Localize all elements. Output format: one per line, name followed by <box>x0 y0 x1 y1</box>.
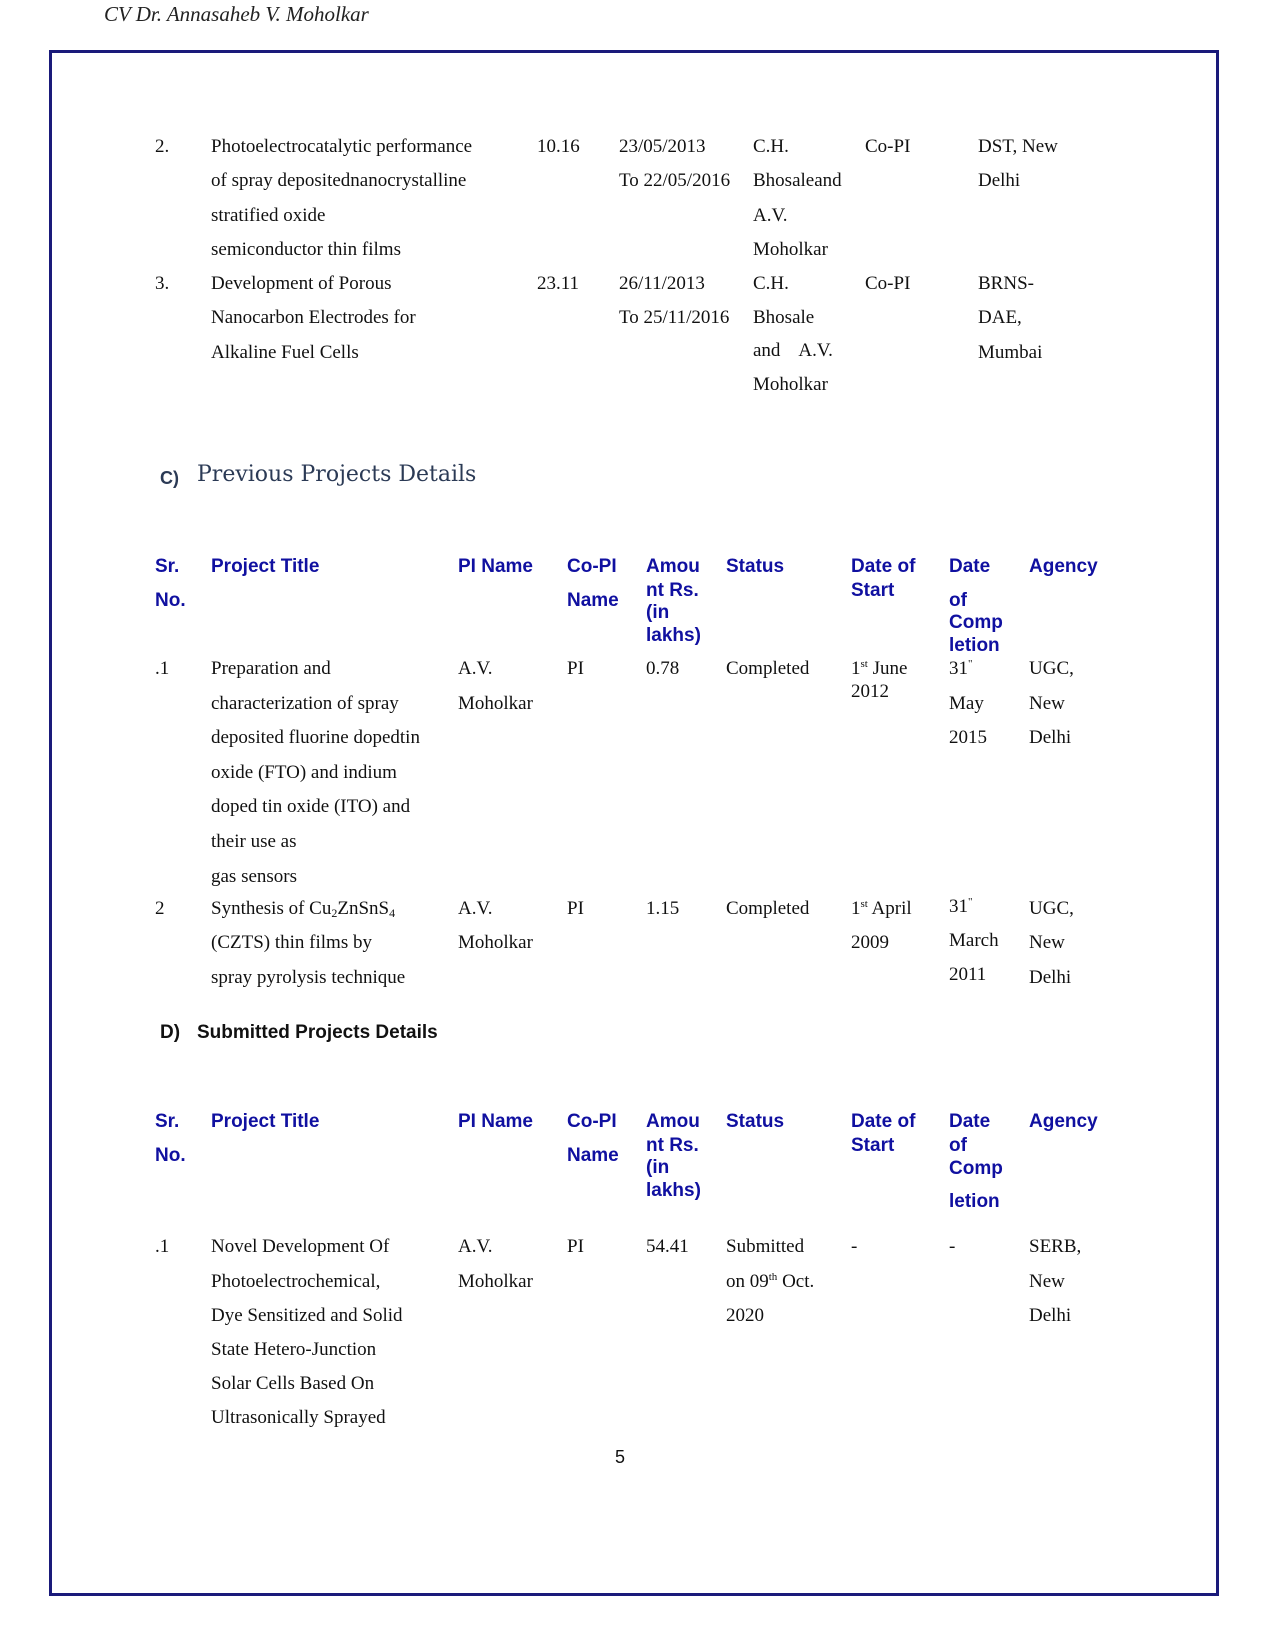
completion-day: 31 <box>949 658 968 679</box>
project-title-line: State Hetero-Junction <box>211 1339 377 1360</box>
status-line: Submitted <box>726 1236 805 1257</box>
title-text: ZnSnS <box>337 898 390 919</box>
project-title-line: doped tin oxide (ITO) and <box>211 796 411 817</box>
agency-line: DAE, <box>978 307 1022 328</box>
title-text: Synthesis of Cu <box>211 898 332 919</box>
start-suffix: st <box>860 658 868 670</box>
project-title-line: oxide (FTO) and indium <box>211 762 397 783</box>
pi-name-line: Moholkar <box>458 1271 533 1292</box>
status-date: on 09 <box>726 1271 769 1292</box>
project-title-line: characterization of spray <box>211 693 399 714</box>
investigators-line: Bhosale <box>753 307 815 328</box>
header-date-of-start: Start <box>851 1135 895 1156</box>
section-d-title: Submitted Projects Details <box>197 1022 438 1043</box>
amount: 10.16 <box>537 136 580 157</box>
status-date-month: Oct. <box>777 1271 815 1292</box>
header-amount: lakhs) <box>646 625 701 646</box>
date-of-completion: - <box>949 1236 956 1257</box>
header-date-of-completion: Date <box>949 556 991 577</box>
pi-name-line: A.V. <box>458 658 493 679</box>
header-date-of-completion: Date <box>949 1111 991 1132</box>
agency-line: Delhi <box>1029 727 1072 748</box>
header-co-pi-name: Name <box>567 590 619 611</box>
date-of-completion <box>949 651 973 687</box>
header-amount: Amou <box>646 556 700 577</box>
project-title-line: Novel Development Of <box>211 1236 390 1257</box>
header-amount: nt Rs. <box>646 1135 699 1156</box>
pi-name-line: Moholkar <box>458 693 533 714</box>
header-amount: Amou <box>646 1111 700 1132</box>
header-sr: Sr. <box>155 556 180 577</box>
start-day: 1 <box>851 898 861 919</box>
amount: 23.11 <box>537 273 580 294</box>
header-date-of-completion: letion <box>949 635 1000 656</box>
header-amount: nt Rs. <box>646 580 699 601</box>
project-title-line: semiconductor thin films <box>211 239 401 260</box>
header-date-of-completion: of <box>949 590 967 611</box>
project-title-line: their use as <box>211 831 297 852</box>
header-date-of-completion: Comp <box>949 612 1003 633</box>
header-status: Status <box>726 1111 785 1132</box>
amount: 54.41 <box>646 1236 689 1257</box>
project-title-line: spray pyrolysis technique <box>211 967 406 988</box>
agency-line: New <box>1029 932 1065 953</box>
date-of-start: - <box>851 1236 858 1257</box>
date-of-completion-year: 2015 <box>949 727 987 748</box>
subscript: 2 <box>331 906 338 920</box>
amount: 1.15 <box>646 898 680 919</box>
date-of-completion-month: March <box>949 930 999 951</box>
header-co-pi-name: Co-PI <box>567 1111 617 1132</box>
pi-name-line: A.V. <box>458 898 493 919</box>
agency-line: UGC, <box>1029 658 1074 679</box>
header-co-pi-name: Co-PI <box>567 556 617 577</box>
header-date-of-start: Date of <box>851 1111 916 1132</box>
header-co-pi-name: Name <box>567 1145 619 1166</box>
date-of-start-year: 2012 <box>851 681 889 702</box>
investigators-line: Moholkar <box>753 239 828 260</box>
agency-line: New <box>1029 1271 1065 1292</box>
header-project-title: Project Title <box>211 556 320 577</box>
agency-line: Delhi <box>978 170 1021 191</box>
header-date-of-start: Date of <box>851 556 916 577</box>
sr-no: 2. <box>155 136 170 157</box>
header-pi-name: PI Name <box>458 1111 533 1132</box>
project-title-line: Photoelectrochemical, <box>211 1271 381 1292</box>
header-sr: Sr. <box>155 1111 180 1132</box>
project-title-line: Solar Cells Based On <box>211 1373 375 1394</box>
header-amount: lakhs) <box>646 1180 701 1201</box>
page-number: 5 <box>615 1447 626 1467</box>
header-amount: (in <box>646 602 670 623</box>
project-title-line: Dye Sensitized and Solid <box>211 1305 403 1326</box>
project-title-line: Alkaline Fuel Cells <box>211 342 359 363</box>
start-month: June <box>867 658 908 679</box>
agency-line: New <box>1029 693 1065 714</box>
period-line: 23/05/2013 <box>619 136 706 157</box>
status: Completed <box>726 658 810 679</box>
header-amount: (in <box>646 1157 670 1178</box>
sr-no: .1 <box>155 1236 170 1257</box>
project-title-line: Ultrasonically Sprayed <box>211 1407 386 1428</box>
status: Completed <box>726 898 810 919</box>
date-of-completion <box>949 889 973 925</box>
header-sr: No. <box>155 590 186 611</box>
project-title-line: of spray depositednanocrystalline <box>211 170 467 191</box>
investigators-line: C.H. <box>753 273 789 294</box>
date-of-start <box>851 891 912 927</box>
pi-name-line: A.V. <box>458 1236 493 1257</box>
investigators-line: and A.V. <box>753 340 833 361</box>
agency-line: UGC, <box>1029 898 1074 919</box>
completion-day: 31 <box>949 896 968 917</box>
period-line: To 25/11/2016 <box>619 307 730 328</box>
project-title-line: (CZTS) thin films by <box>211 932 372 953</box>
agency-line: Delhi <box>1029 1305 1072 1326</box>
date-of-start-year: 2009 <box>851 932 889 953</box>
date-of-completion-month: May <box>949 693 984 714</box>
header-sr: No. <box>155 1145 186 1166</box>
sr-no: 2 <box>155 898 165 919</box>
pi-name-line: Moholkar <box>458 932 533 953</box>
start-suffix: st <box>860 898 868 910</box>
running-header: CV Dr. Annasaheb V. Moholkar <box>104 2 369 26</box>
sr-no: 3. <box>155 273 170 294</box>
header-project-title: Project Title <box>211 1111 320 1132</box>
project-title-line: gas sensors <box>211 866 298 887</box>
project-title-line: deposited fluorine dopedtin <box>211 727 420 748</box>
header-status: Status <box>726 556 785 577</box>
header-date-of-completion: Comp <box>949 1158 1003 1179</box>
co-pi-name: PI <box>567 898 584 919</box>
header-date-of-start: Start <box>851 580 895 601</box>
amount: 0.78 <box>646 658 680 679</box>
period-line: 26/11/2013 <box>619 273 705 294</box>
project-title-line: Nanocarbon Electrodes for <box>211 307 416 328</box>
section-d-label: D) <box>160 1022 181 1043</box>
period-line: To 22/05/2016 <box>619 170 731 191</box>
project-title-line: Preparation and <box>211 658 331 679</box>
agency-line: DST, New <box>978 136 1058 157</box>
project-title-line: Photoelectrocatalytic performance <box>211 136 473 157</box>
project-title-line: Development of Porous <box>211 273 392 294</box>
completion-suffix: " <box>968 896 973 908</box>
role: Co-PI <box>865 136 911 157</box>
header-agency: Agency <box>1029 1111 1098 1132</box>
header-agency: Agency <box>1029 556 1098 577</box>
role: Co-PI <box>865 273 911 294</box>
project-title-line: stratified oxide <box>211 205 326 226</box>
agency-line: BRNS- <box>978 273 1034 294</box>
co-pi-name: PI <box>567 658 584 679</box>
agency-line: SERB, <box>1029 1236 1082 1257</box>
section-c-title: Previous Projects Details <box>197 462 477 487</box>
investigators-line: Moholkar <box>753 374 828 395</box>
start-day: 1 <box>851 658 861 679</box>
section-c-label: C) <box>160 468 179 488</box>
status-line <box>726 1264 814 1300</box>
start-month: April <box>867 898 912 919</box>
agency-line: Delhi <box>1029 967 1072 988</box>
investigators-line: A.V. <box>753 205 788 226</box>
sr-no: .1 <box>155 658 170 679</box>
completion-suffix: " <box>968 658 973 670</box>
status-date-suffix: th <box>768 1271 778 1283</box>
header-pi-name: PI Name <box>458 556 533 577</box>
status-line: 2020 <box>726 1305 764 1326</box>
subscript: 4 <box>389 906 396 920</box>
investigators-line: C.H. <box>753 136 789 157</box>
project-title-line <box>211 891 395 927</box>
co-pi-name: PI <box>567 1236 584 1257</box>
agency-line: Mumbai <box>978 342 1043 363</box>
header-date-of-completion: letion <box>949 1191 1000 1212</box>
investigators-line: Bhosaleand <box>753 170 842 191</box>
header-date-of-completion: of <box>949 1135 967 1156</box>
date-of-completion-year: 2011 <box>949 964 987 985</box>
